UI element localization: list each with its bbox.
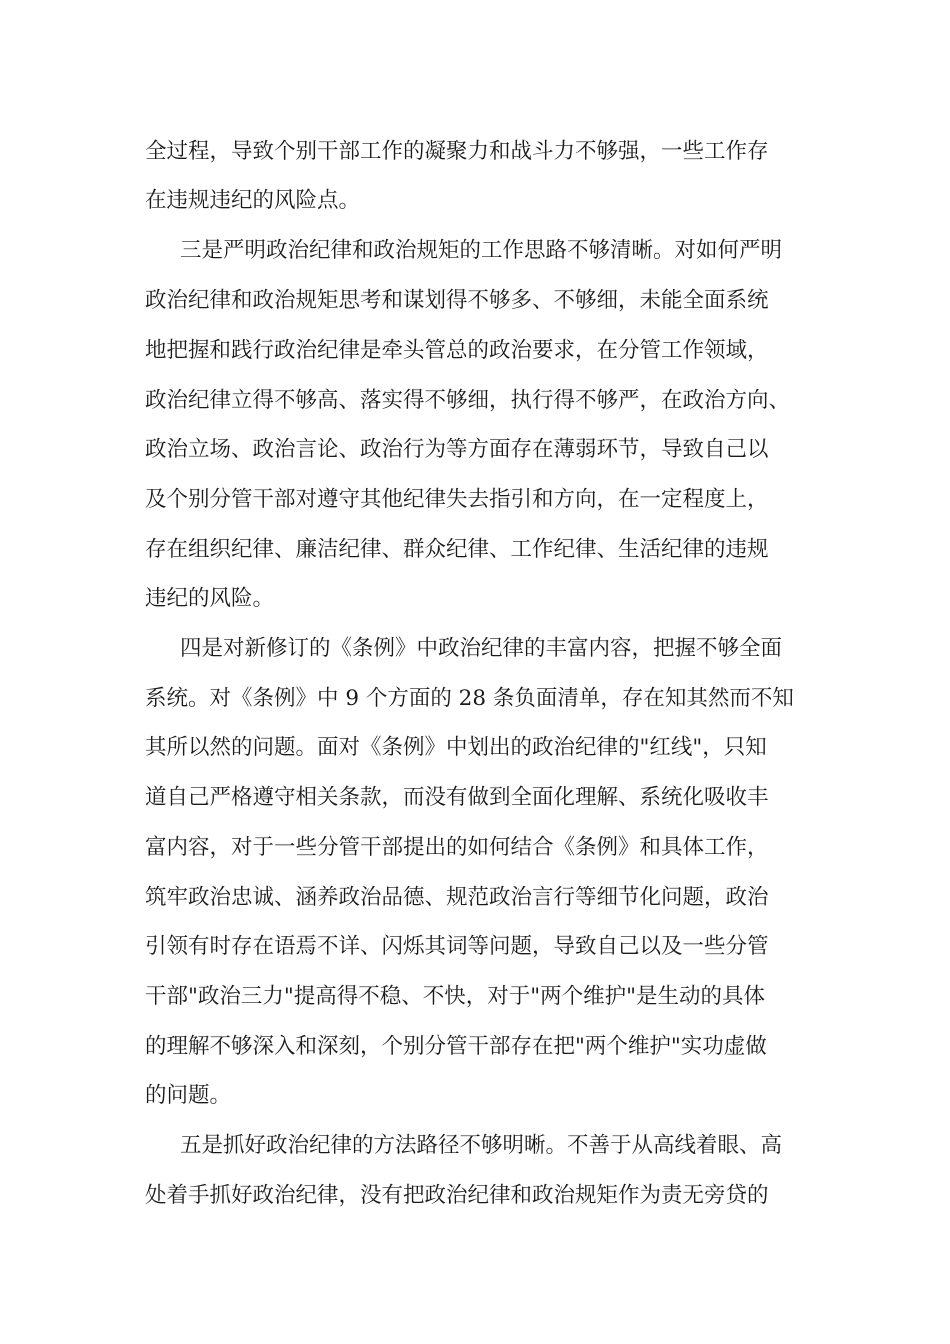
text-line: 处着手抓好政治纪律，没有把政治纪律和政治规矩作为责无旁贷的 xyxy=(145,1183,769,1208)
paragraph-start-line: 三是严明政治纪律和政治规矩的工作思路不够清晰。对如何严明 xyxy=(180,238,783,263)
text-line: 道自己严格遵守相关条款，而没有做到全面化理解、系统化吸收丰 xyxy=(145,785,769,810)
text-line: 地把握和践行政治纪律是牵头管总的政治要求，在分管工作领域， xyxy=(145,338,769,363)
text-line: 富内容，对于一些分管干部提出的如何结合《条例》和具体工作， xyxy=(145,835,769,860)
text-line: 政治纪律立得不够高、落实得不够细，执行得不够严，在政治方向、 xyxy=(145,388,791,413)
text-line: 政治立场、政治言论、政治行为等方面存在薄弱环节，导致自己以 xyxy=(145,437,769,462)
text-line: 违纪的风险。 xyxy=(145,586,275,611)
text-line: 在违规违纪的风险点。 xyxy=(145,188,361,213)
text-line: 其所以然的问题。面对《条例》中划出的政治纪律的"红线"，只知 xyxy=(145,735,767,760)
text-line: 及个别分管干部对遵守其他纪律失去指引和方向，在一定程度上， xyxy=(145,487,769,512)
text-line: 的理解不够深入和深刻，个别分管干部存在把"两个维护"实功虚做 xyxy=(145,1034,767,1059)
text-line: 政治纪律和政治规矩思考和谋划得不够多、不够细，未能全面系统 xyxy=(145,288,769,313)
text-line: 存在组织纪律、廉洁纪律、群众纪律、工作纪律、生活纪律的违规 xyxy=(145,537,769,562)
paragraph-start-line: 四是对新修订的《条例》中政治纪律的丰富内容，把握不够全面 xyxy=(180,636,783,661)
text-line: 干部"政治三力"提高得不稳、不快，对于"两个维护"是生动的具体 xyxy=(145,984,766,1009)
text-line: 系统。对《条例》中 9 个方面的 28 条负面清单，存在知其然而不知 xyxy=(145,686,794,711)
text-line: 全过程，导致个别干部工作的凝聚力和战斗力不够强，一些工作存 xyxy=(145,139,769,164)
text-line: 的问题。 xyxy=(145,1083,232,1108)
paragraph-start-line: 五是抓好政治纪律的方法路径不够明晰。不善于从高线着眼、高 xyxy=(180,1133,783,1158)
text-line: 筑牢政治忠诚、涵养政治品德、规范政治言行等细节化问题，政治 xyxy=(145,885,769,910)
text-line: 引领有时存在语焉不详、闪烁其词等问题，导致自己以及一些分管 xyxy=(145,934,769,959)
